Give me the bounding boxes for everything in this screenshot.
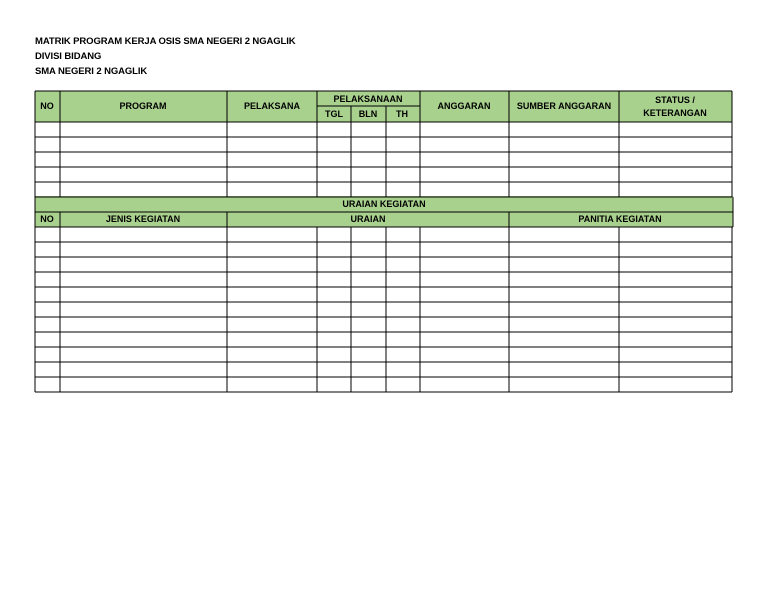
activity-header-panitia-kegiatan: PANITIA KEGIATAN xyxy=(578,214,662,224)
header-no: NO xyxy=(40,101,54,111)
header-anggaran: ANGGARAN xyxy=(437,101,491,111)
activity-header-uraian: URAIAN xyxy=(350,214,386,224)
table-grid-lines xyxy=(35,91,733,392)
section-title-uraian-kegiatan: URAIAN KEGIATAN xyxy=(342,199,426,209)
header-tgl: TGL xyxy=(325,109,343,119)
header-sumber-anggaran: SUMBER ANGGARAN xyxy=(516,101,612,111)
header-status: STATUS / xyxy=(655,95,695,105)
activity-header-no: NO xyxy=(40,214,54,224)
division-label: DIVISI BIDANG xyxy=(35,51,102,62)
header-bln: BLN xyxy=(358,109,378,119)
header-th: TH xyxy=(396,109,408,119)
header-program: PROGRAM xyxy=(119,101,167,111)
school-name: SMA NEGERI 2 NGAGLIK xyxy=(35,66,148,77)
document-title: MATRIK PROGRAM KERJA OSIS SMA NEGERI 2 NGAGLIK xyxy=(35,36,296,47)
header-keterangan: KETERANGAN xyxy=(643,108,707,118)
header-pelaksanaan: PELAKSANAAN xyxy=(333,94,403,104)
header-pelaksana: PELAKSANA xyxy=(243,101,301,111)
activity-header-jenis-kegiatan: JENIS KEGIATAN xyxy=(105,214,181,224)
